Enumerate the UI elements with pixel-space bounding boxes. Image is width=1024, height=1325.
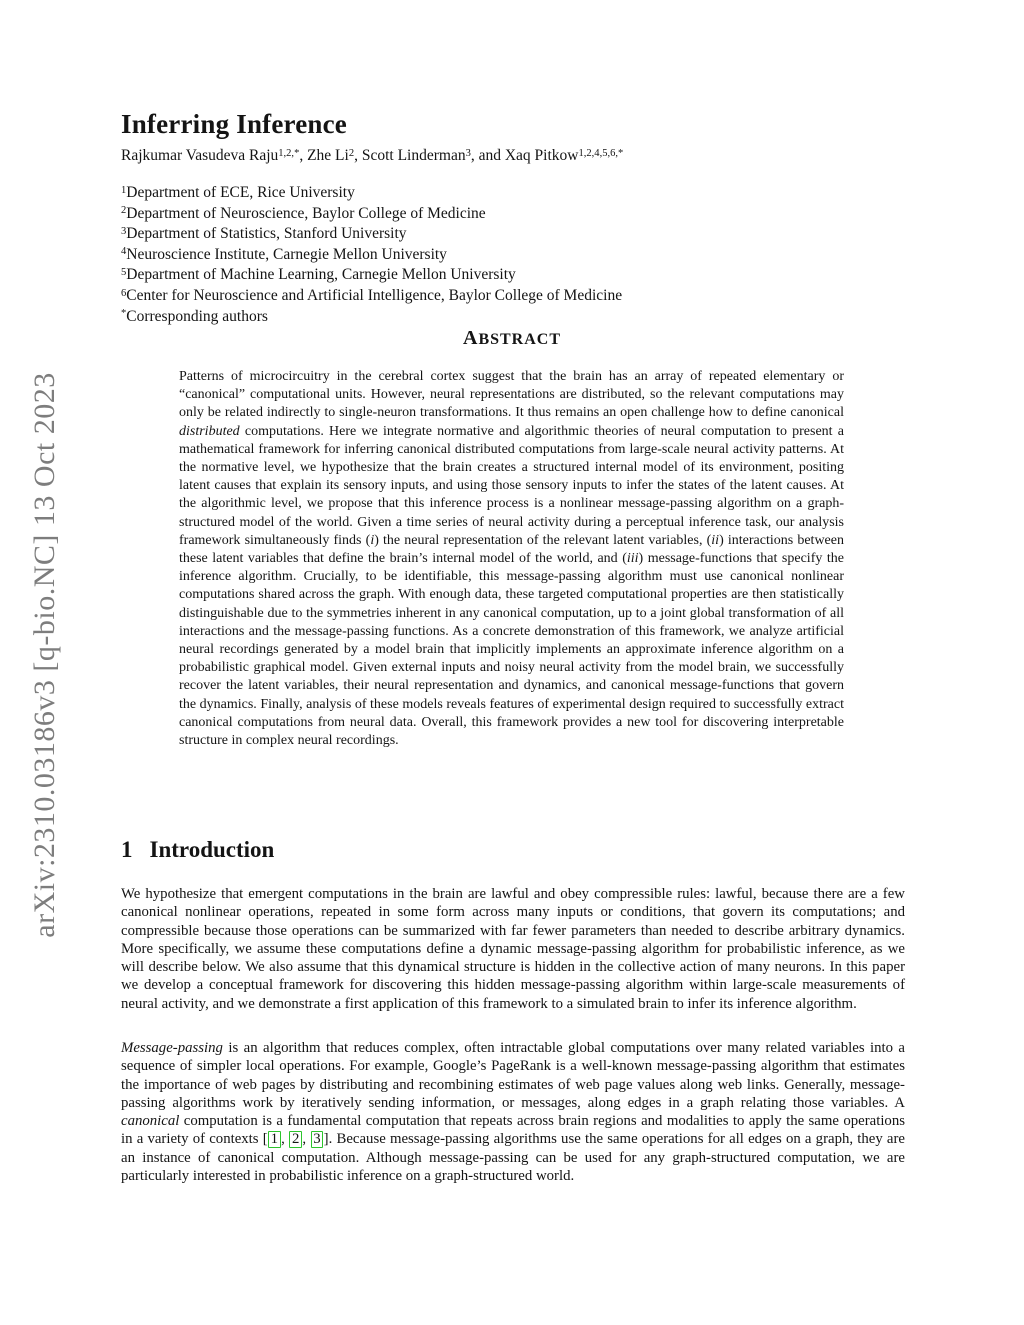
italic-text: i: [370, 532, 375, 548]
citation-link[interactable]: 1: [268, 1131, 280, 1148]
affiliation-line: [121, 225, 622, 246]
affiliation-superscript: 1: [121, 184, 127, 196]
affiliation-superscript: 2: [121, 205, 127, 217]
affiliation-text: Corresponding authors: [126, 307, 268, 325]
affiliations-block: [121, 184, 622, 328]
text-segment: computations. Here we integrate normative and algorithmic theories of neural computation to present a mathematical framework for inferring canonical distributed computations from large-scale neural activity patterns. At the normative level, we hypothesize that the brain creates a structured internal model of its environment, positing latent causes that explain its sensory inputs, and using those sensory inputs to infer the states of the latent causes. At the algorithmic level, we propose that this inference process is a nonlinear message-passing algorithm on a graph-structured model of the world. Given a time series of neural activity during a perceptual inference task, our analysis framework simultaneously finds (: [179, 423, 844, 548]
italic-text: iii: [626, 551, 639, 567]
affiliation-superscript: 5: [121, 266, 127, 278]
paper-title: Inferring Inference: [121, 109, 347, 139]
introduction-paragraph-2: [121, 1039, 905, 1185]
affiliation-text: Department of Neuroscience, Baylor College of Medicine: [126, 204, 486, 222]
text-segment: computation is a fundamental computation that repeats across brain regions and modalities to apply the same operations in a variety of contexts [: [121, 1113, 905, 1148]
abstract-heading-label: ABSTRACT: [462, 327, 562, 349]
text-segment: ) the neural representation of the relevant latent variables, (: [374, 532, 712, 548]
italic-text: distributed: [179, 423, 240, 439]
affiliation-superscript: *: [121, 308, 127, 320]
text-segment: ,: [281, 1131, 289, 1148]
text-segment: ,: [302, 1131, 311, 1148]
affiliation-text: Department of ECE, Rice University: [126, 184, 355, 201]
author-superscript: 3: [465, 147, 471, 159]
italic-text: ii: [711, 532, 720, 548]
text-segment: We hypothesize that emergent computations in the brain are lawful and obey compressible rules: lawful, because there are a few canonical nonlinear operations, repeated in some form across many inputs or conditions, that govern its computations; and compressible because those operations can be summarized with far fewer parameters than needed to describe arbitrary dynamics. More specifically, we assume these computations define a dynamic message-passing algorithm for probabilistic inference, as we will describe below. We also assume that this dynamical structure is hidden in the collective action of many neurons. In this paper we develop a conceptual framework for discovering this hidden message-passing algorithm within large-scale measurements of neural activity, and we demonstrate a first application of this framework to a simulated brain to infer its inference algorithm.: [121, 886, 905, 1012]
affiliation-line: [121, 266, 622, 287]
affiliation-line: [121, 308, 622, 329]
italic-text: canonical: [121, 1113, 180, 1130]
affiliation-line: [121, 205, 622, 226]
citation-link[interactable]: 2: [289, 1131, 301, 1148]
citation-link[interactable]: 3: [311, 1131, 323, 1148]
text-segment: , Scott Linderman: [354, 147, 466, 164]
italic-text: Message-passing: [121, 1040, 223, 1056]
text-segment: ) interactions between these latent variables that define the brain’s internal model of the world, and (: [179, 532, 844, 567]
author-superscript: 2: [348, 147, 355, 159]
arxiv-watermark: arXiv:2310.03186v3 [q-bio.NC] 13 Oct 2023: [28, 372, 61, 938]
affiliation-line: [121, 184, 622, 205]
text-segment: is an algorithm that reduces complex, often intractable global computations over many related variables into a sequence of simpler local operations. For example, Google’s PageRank is a well-known message-passing algorithm that estimates the importance of web pages by distributing and recombining estimates of web page values along web links. Generally, message-passing algorithms work by iteratively sending information, or messages, along edges in a graph relating those variables. A: [121, 1040, 905, 1111]
affiliation-line: [121, 246, 622, 267]
authors-line: [121, 147, 623, 165]
affiliation-superscript: 6: [121, 287, 127, 299]
text-segment: Rajkumar Vasudeva Raju: [121, 147, 279, 164]
author-superscript: 1,2,*: [278, 147, 300, 159]
author-superscript: 1,2,4,5,6,*: [578, 147, 624, 159]
section-title: Introduction: [149, 837, 275, 862]
abstract-paragraph: [179, 368, 844, 750]
section-heading-introduction: [121, 837, 274, 863]
affiliation-text: Neuroscience Institute, Carnegie Mellon University: [126, 245, 447, 263]
affiliation-text: Department of Statistics, Stanford University: [126, 225, 407, 243]
affiliation-superscript: 3: [121, 225, 127, 237]
text-segment: , Zhe Li: [299, 147, 349, 164]
text-segment: ]. Because message-passing algorithms use the same operations for all edges on a graph, they are an instance of canonical computation. Although message-passing can be used for any graph-structured computation, we are particularly interested in probabilistic inference on a graph-structured world.: [121, 1131, 905, 1185]
text-segment: ) message-functions that specify the inference algorithm. Crucially, to be identifiable, this message-passing algorithm must use canonical nonlinear computations shared across the graph. With enough data, these targeted computational properties are then statistically distinguishable due to the symmetries inherent in any canonical computation, up to a joint global transformation of all interactions and the message-passing functions. As a concrete demonstration of this framework, we analyze artificial neural recordings generated by a model brain that implicitly implements an approximate inference algorithm on a probabilistic graphical model. Given external inputs and noisy neural activity from the model brain, we successfully recover the latent variables, their neural representation and dynamics, and canonical message-functions that govern the dynamics. Finally, analysis of these models reveals features of experimental design required to successfully extract canonical computations from neural data. Overall, this framework provides a new tool for discovering interpretable structure in complex neural recordings.: [179, 551, 844, 749]
text-segment: , and Xaq Pitkow: [470, 147, 579, 164]
section-number: 1: [121, 837, 133, 862]
text-segment: Patterns of microcircuitry in the cerebral cortex suggest that the brain has an array of repeated elementary or “canonical” computational units. However, neural representations are distributed, so the relevant computations may only be related indirectly to single-neuron transformations. It thus remains an open challenge how to define canonical: [179, 369, 844, 421]
affiliation-superscript: 4: [121, 246, 127, 258]
affiliation-text: Center for Neuroscience and Artificial Intelligence, Baylor College of Medicine: [126, 286, 623, 304]
affiliation-text: Department of Machine Learning, Carnegie Mellon University: [126, 266, 516, 284]
affiliation-line: [121, 287, 622, 308]
abstract-heading: [0, 327, 1024, 350]
introduction-paragraph-1: [121, 885, 905, 1013]
